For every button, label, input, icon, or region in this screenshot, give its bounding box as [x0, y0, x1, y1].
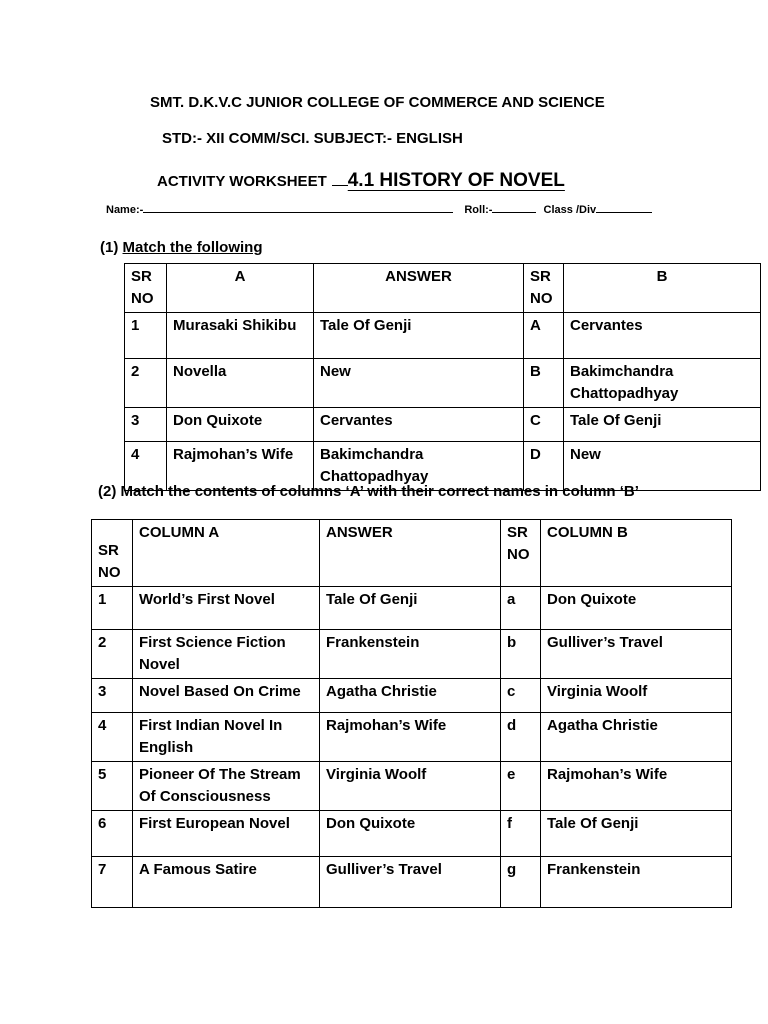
cell: 6: [92, 811, 133, 857]
table-row: [92, 762, 732, 811]
cell: d: [501, 713, 541, 762]
worksheet-title: 4.1 HISTORY OF NOVEL: [347, 170, 565, 191]
cell: Tale Of Genji: [541, 811, 732, 857]
cell: Tale Of Genji: [564, 408, 761, 442]
match-table-1: [124, 263, 761, 491]
table-row: [92, 630, 732, 679]
answer-cell[interactable]: Rajmohan’s Wife: [320, 713, 501, 762]
cell: 2: [92, 630, 133, 679]
table-row: [92, 713, 732, 762]
cell: New: [564, 442, 761, 491]
cell: Bakimchandra Chattopadhyay: [564, 359, 761, 408]
cell: First European Novel: [133, 811, 320, 857]
answer-cell[interactable]: Gulliver’s Travel: [320, 857, 501, 908]
cell: World’s First Novel: [133, 587, 320, 630]
roll-blank[interactable]: [492, 211, 536, 213]
cell: 3: [92, 679, 133, 713]
table-row: [125, 359, 761, 408]
header-cell: SR NO: [524, 264, 564, 313]
cell: Pioneer Of The Stream Of Consciousness: [133, 762, 320, 811]
section2-title: Match the contents of columns ‘A’ with their correct names in column ‘B’: [120, 483, 639, 500]
cell: D: [524, 442, 564, 491]
cell: f: [501, 811, 541, 857]
class-blank[interactable]: [596, 211, 652, 213]
table-row: [125, 313, 761, 359]
cell: Virginia Woolf: [541, 679, 732, 713]
name-blank[interactable]: [143, 211, 453, 213]
table-header-row: [125, 264, 761, 313]
cell: C: [524, 408, 564, 442]
cell: a: [501, 587, 541, 630]
table-row: [92, 587, 732, 630]
cell: c: [501, 679, 541, 713]
header-cell: SR NO: [125, 264, 167, 313]
roll-label: Roll:-: [464, 204, 493, 216]
cell: g: [501, 857, 541, 908]
answer-cell[interactable]: Cervantes: [314, 408, 524, 442]
header-cell: COLUMN B: [541, 520, 732, 587]
section2-heading: [98, 483, 639, 500]
answer-cell[interactable]: Virginia Woolf: [320, 762, 501, 811]
table-row: [125, 408, 761, 442]
cell: 4: [92, 713, 133, 762]
header-cell: A: [167, 264, 314, 313]
cell: Frankenstein: [541, 857, 732, 908]
cell: Novella: [167, 359, 314, 408]
answer-cell[interactable]: Don Quixote: [320, 811, 501, 857]
cell: Rajmohan’s Wife: [541, 762, 732, 811]
cell: b: [501, 630, 541, 679]
cell: First Indian Novel In English: [133, 713, 320, 762]
table-row: [92, 857, 732, 908]
cell: Don Quixote: [167, 408, 314, 442]
answer-cell[interactable]: New: [314, 359, 524, 408]
cell: B: [524, 359, 564, 408]
cell: Don Quixote: [541, 587, 732, 630]
cell: e: [501, 762, 541, 811]
class-label: Class /Div: [543, 204, 597, 216]
title-underline-lead: [332, 185, 348, 186]
cell: 3: [125, 408, 167, 442]
table-row: [92, 679, 732, 713]
answer-cell[interactable]: Agatha Christie: [320, 679, 501, 713]
std-subject-line: STD:- XII COMM/SCI. SUBJECT:- ENGLISH: [162, 130, 463, 147]
cell: A: [524, 313, 564, 359]
cell: Gulliver’s Travel: [541, 630, 732, 679]
section1-title: Match the following: [122, 239, 263, 256]
section1-number: (1): [100, 239, 119, 256]
cell: 7: [92, 857, 133, 908]
cell: 1: [92, 587, 133, 630]
answer-cell[interactable]: Bakimchandra Chattopadhyay: [314, 442, 524, 491]
answer-cell[interactable]: Frankenstein: [320, 630, 501, 679]
cell: Novel Based On Crime: [133, 679, 320, 713]
cell: A Famous Satire: [133, 857, 320, 908]
header-cell: COLUMN A: [133, 520, 320, 587]
section2-number: (2): [98, 483, 117, 500]
section1-heading: [100, 239, 263, 256]
activity-label: ACTIVITY WORKSHEET: [157, 173, 327, 190]
cell: Cervantes: [564, 313, 761, 359]
answer-cell[interactable]: Tale Of Genji: [320, 587, 501, 630]
header-cell: SR NO: [501, 520, 541, 587]
cell: Rajmohan’s Wife: [167, 442, 314, 491]
header-cell: ANSWER: [320, 520, 501, 587]
table-header-row: [92, 520, 732, 587]
cell: Murasaki Shikibu: [167, 313, 314, 359]
cell: Agatha Christie: [541, 713, 732, 762]
table-row: [92, 811, 732, 857]
answer-cell[interactable]: Tale Of Genji: [314, 313, 524, 359]
cell: First Science Fiction Novel: [133, 630, 320, 679]
cell: 1: [125, 313, 167, 359]
name-label: Name:-: [106, 204, 144, 216]
header-cell: SR NO: [92, 520, 133, 587]
college-name: SMT. D.K.V.C JUNIOR COLLEGE OF COMMERCE AND SCIENCE: [150, 94, 605, 111]
cell: 2: [125, 359, 167, 408]
header-cell: B: [564, 264, 761, 313]
header-cell: ANSWER: [314, 264, 524, 313]
match-table-2: [91, 519, 732, 908]
cell: 4: [125, 442, 167, 491]
cell: 5: [92, 762, 133, 811]
student-info-line: [106, 204, 652, 216]
activity-heading: [157, 170, 565, 192]
